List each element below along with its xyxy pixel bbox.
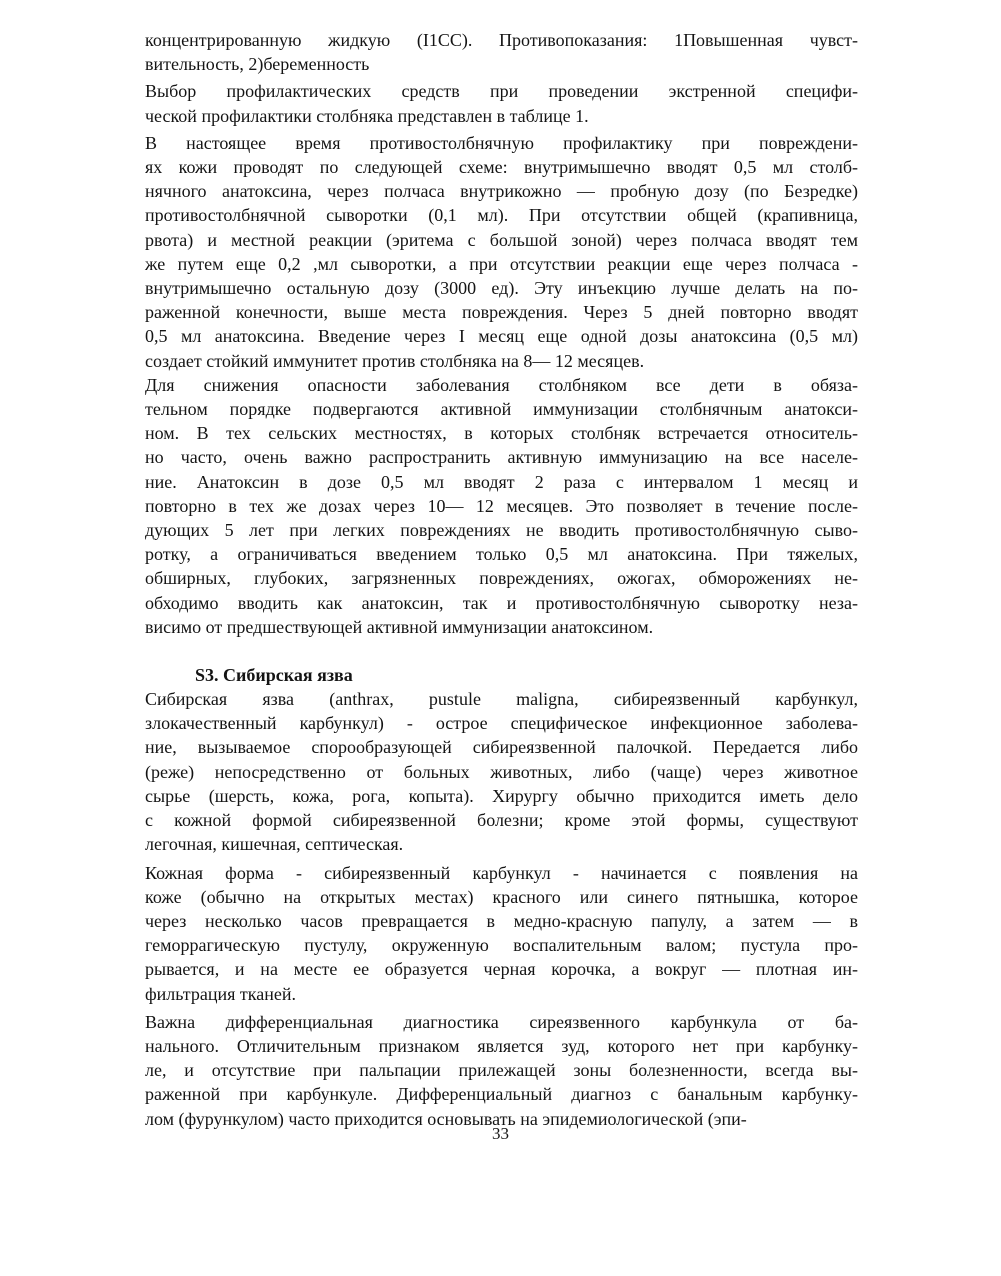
paragraph-line: фильтрация тканей. <box>145 983 297 1004</box>
paragraph-line: 0,5 мл анатоксина. Введение через I месяц еще одной дозы анатоксина (0,5 мл) <box>145 326 858 347</box>
paragraph <box>145 1010 858 1131</box>
paragraph-line: ях кожи проводят по следующей схеме: внутримышечно вводят 0,5 мл столб- <box>145 157 858 178</box>
paragraph-line: рвота) и местной реакции (эритема с большой зоной) через полчаса вводят тем <box>145 229 858 250</box>
paragraph-line: же путем еще 0,2 ,мл сыворотки, а при отсутствии реакции еще через полчаса - <box>145 253 858 274</box>
paragraph-line: ние, вызываемое спорообразующей сибиреязвенной палочкой. Передается либо <box>145 737 858 758</box>
paragraph-line: лом (фурункулом) часто приходится основывать на эпидемиологической (эпи- <box>145 1108 747 1129</box>
paragraph-line: вительность, 2)беременность <box>145 54 370 75</box>
paragraph-line: концентрированную жидкую (I1СС). Противопоказания: 1Повышенная чувст- <box>145 30 858 50</box>
paragraph-line: Важна дифференциальная диагностика сиреязвенного карбункула от ба- <box>145 1011 858 1032</box>
paragraph-line: но часто, очень важно распространить активную иммунизацию на все населе- <box>145 447 858 468</box>
paragraph-line: В настоящее время противостолбнячную профилактику при повреждени- <box>145 132 858 153</box>
paragraph-line: повторно в тех же дозах через 10— 12 месяцев. Это позволяет в течение после- <box>145 495 858 516</box>
paragraph-line: дующих 5 лет при легких повреждениях не вводить противостолбнячную сыво- <box>145 520 858 541</box>
paragraph-line: нального. Отличительным признаком является зуд, которого нет при карбунку- <box>145 1035 858 1056</box>
paragraph <box>145 373 858 639</box>
paragraph-line: ле, и отсутствие при пальпации прилежащей зоны болезненности, всегда вы- <box>145 1060 858 1081</box>
paragraph-line: через несколько часов превращается в медно-красную папулу, а затем — в <box>145 910 858 931</box>
paragraph-line: с кожной формой сибиреязвенной болезни; кроме этой формы, существуют <box>145 810 858 831</box>
paragraph-line: ческой профилактики столбняка представлен в таблице 1. <box>145 105 589 126</box>
paragraph-line: противостолбнячной сыворотки (0,1 мл). При отсутствии общей (крапивница, <box>145 205 858 226</box>
paragraph-line: висимо от предшествующей активной иммунизации анатоксином. <box>145 616 654 637</box>
paragraph-line: обходимо вводить как анатоксин, так и противостолбнячную сыворотку неза- <box>145 592 858 613</box>
paragraph-line: коже (обычно на открытых местах) красного или синего пятнышка, которое <box>145 886 858 907</box>
paragraph-line: сырье (шерсть, кожа, рога, копыта). Хирургу обычно приходится иметь дело <box>145 785 858 806</box>
paragraph-line: Выбор профилактических средств при проведении экстренной специфи- <box>145 81 858 102</box>
section-heading-wrap <box>145 663 858 687</box>
paragraph-line: Сибирская язва (anthrax, pustule maligna, сибиреязвенный карбункул, <box>145 689 858 710</box>
paragraph <box>145 131 858 373</box>
page-number: 33 <box>492 1124 509 1143</box>
paragraph-line: тельном порядке подвергаются активной иммунизации столбнячным анатокси- <box>145 399 858 420</box>
paragraph-line: рывается, и на месте ее образуется черная корочка, а вокруг — плотная ин- <box>145 959 858 980</box>
document-page <box>145 28 858 1131</box>
paragraph-line: обширных, глубоких, загрязненных повреждениях, ожогах, обморожениях не- <box>145 568 858 589</box>
paragraph <box>145 687 858 856</box>
section-heading: S3. Сибирская язва <box>195 665 353 686</box>
paragraph-line: Кожная форма - сибиреязвенный карбункул - начинается с появления на <box>145 862 858 883</box>
paragraph-line: ротку, а ограничиваться введением только 0,5 мл анатоксина. При тяжелых, <box>145 544 858 565</box>
paragraph-line: Для снижения опасности заболевания столбняком все дети в обяза- <box>145 374 858 395</box>
paragraph <box>145 28 858 76</box>
paragraph-line: раженной конечности, выше места повреждения. Через 5 дней повторно вводят <box>145 302 858 323</box>
paragraph <box>145 79 858 127</box>
paragraph-line: нячного анатоксина, через полчаса внутрикожно — пробную дозу (по Безредке) <box>145 181 858 202</box>
paragraph <box>145 861 858 1006</box>
paragraph-line: внутримышечно остальную дозу (3000 ед). Эту инъекцию лучше делать на по- <box>145 278 858 299</box>
paragraph-line: легочная, кишечная, септическая. <box>145 834 404 855</box>
paragraph-line: ном. В тех сельских местностях, в которых столбняк встречается относитель- <box>145 423 858 444</box>
paragraph-line: создает стойкий иммунитет против столбняка на 8— 12 месяцев. <box>145 350 645 371</box>
paragraph-line: геморрагическую пустулу, окруженную воспалительным валом; пустула про- <box>145 935 858 956</box>
paragraph-line: раженной при карбункуле. Дифференциальный диагноз с банальным карбункy- <box>145 1084 858 1105</box>
paragraph-line: ние. Анатоксин в дозе 0,5 мл вводят 2 раза с интервалом 1 месяц и <box>145 471 858 492</box>
paragraph-line: злокачественный карбункул) - острое специфическое инфекционное заболева- <box>145 713 858 734</box>
text-block-bottom <box>145 687 858 1131</box>
text-block-top <box>145 28 858 639</box>
paragraph-line: (реже) непосредственно от больных животных, либо (чаще) через животное <box>145 761 858 782</box>
